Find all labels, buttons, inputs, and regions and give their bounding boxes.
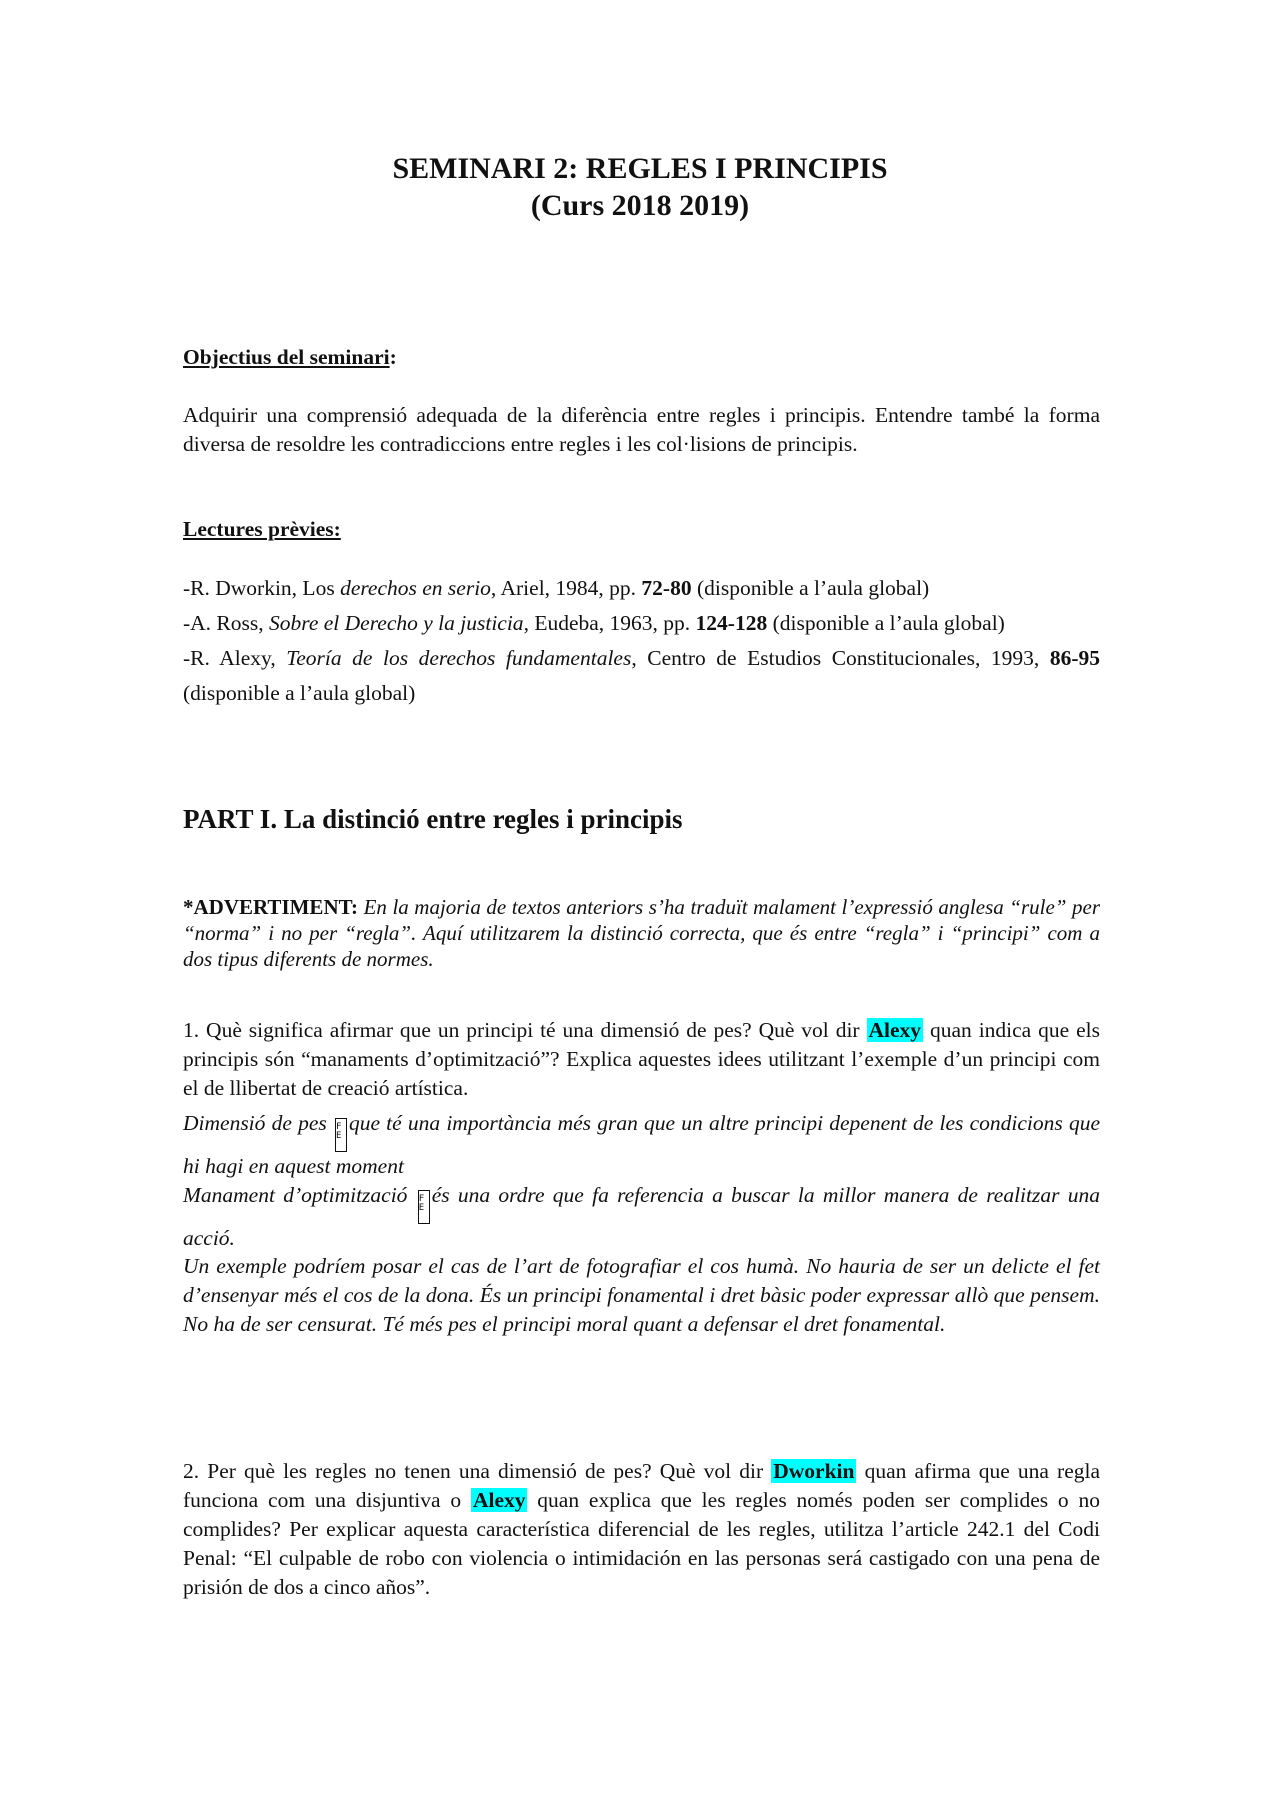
lectures-heading: Lectures prèvies: xyxy=(183,517,341,541)
objectius-heading: Objectius del seminari xyxy=(183,345,390,369)
warning-text: En la majoria de textos anteriors s’ha traduït malament l’expressió anglesa “rule” per “norma” i no per “regla”. Aquí utilitzarem la distinció correcta, que és entre “regla” i “principi” com a dos tipus diferents de normes. xyxy=(183,895,1100,971)
warning-label: *ADVERTIMENT: xyxy=(183,895,359,919)
reading-list xyxy=(183,571,1100,711)
highlight-dworkin: Dworkin xyxy=(773,1459,855,1483)
answer-1-example: Un exemple podríem posar el cas de l’art de fotografiar el cos humà. No hauria de ser un delicte el fet d’ensenyar més el cos de la dona. És un principi fonamental i dret bàsic poder expressar allò que pensem. No ha de ser censurat. Té més pes el principi moral quant a defensar el dret fonamental. xyxy=(183,1254,1100,1336)
reading-ref-1: -R. Dworkin, Los derechos en serio, Ariel, 1984, pp. 72-80 (disponible a l’aula global) xyxy=(183,576,930,600)
warning-note xyxy=(183,894,1100,972)
missing-glyph-icon: F E xyxy=(335,1118,347,1152)
reading-ref-3: -R. Alexy, Teoría de los derechos fundamentales, Centro de Estudios Constitucionales, 1993, 86-95 (disponible a l’aula global) xyxy=(183,646,1100,705)
objectius-heading-block xyxy=(183,343,1100,372)
page-title xyxy=(0,150,1280,224)
answer-1-weight: Dimensió de pes F Eque té una importància més gran que un altre principi depenent de les condicions que hi hagi en aquest moment xyxy=(183,1111,1100,1178)
answer-1-optimization: Manament d’optimització F Eés una ordre que fa referencia a buscar la millor manera de realitzar una acció. xyxy=(183,1183,1100,1250)
title-line-2: (Curs 2018 2019) xyxy=(530,189,750,222)
missing-glyph-icon: F E xyxy=(418,1190,430,1224)
question-1: 1. Què significa afirmar que un principi té una dimensió de pes? Què vol dir Alexy quan indica que els principis són “manaments d’optimització”? Explica aquestes idees utilitzant l’exemple d’un principi com el de llibertat de creació artística. xyxy=(183,1018,1100,1100)
objectius-text: Adquirir una comprensió adequada de la diferència entre regles i principis. Entendre també la forma diversa de resoldre les contradiccions entre regles i les col·lisions de principis. xyxy=(183,403,1100,456)
question-2: 2. Per què les regles no tenen una dimensió de pes? Què vol dir Dworkin quan afirma que una regla funciona com una disjuntiva o Alexy quan explica que les regles només poden ser complides o no complides? Per explicar aquesta característica diferencial de les regles, utilitza l’article 242.1 del Codi Penal: “El culpable de robo con violencia o intimidación en las personas será castigado con una pena de prisión de dos a cinco años”. xyxy=(183,1459,1101,1599)
highlight-alexy-2: Alexy xyxy=(472,1488,526,1512)
objectius-colon: : xyxy=(389,345,397,369)
part-1-heading: PART I. La distinció entre regles i principis xyxy=(183,804,683,834)
highlight-alexy: Alexy xyxy=(868,1018,922,1042)
reading-ref-2: -A. Ross, Sobre el Derecho y la justicia, Eudeba, 1963, pp. 124-128 (disponible a l’aula global) xyxy=(183,611,1005,635)
title-line-1: SEMINARI 2: REGLES I PRINCIPIS xyxy=(392,152,888,185)
lectures-heading-block xyxy=(183,515,1100,544)
